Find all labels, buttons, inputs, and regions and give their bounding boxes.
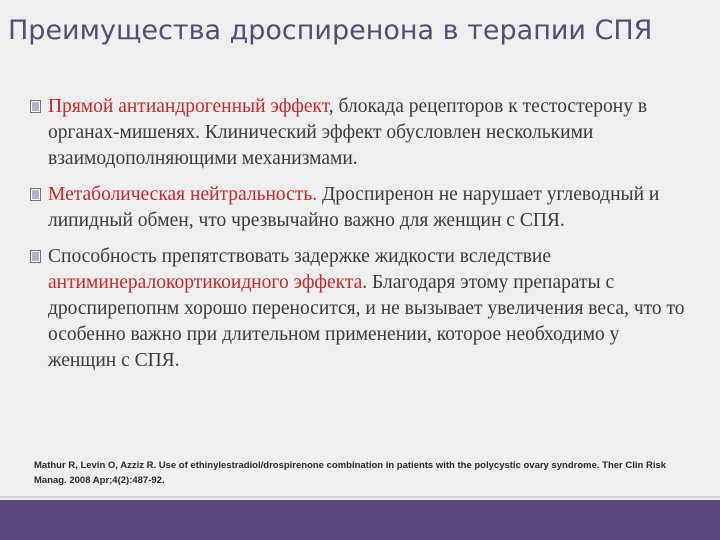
slide-title: Преимущества дроспиренона в терапии СПЯ	[8, 15, 653, 46]
bullet-item-metabolic	[30, 182, 690, 234]
bullet-text: , блокада рецепторов к тестостерону в органах-мишенях. Клинический эффект обусловлен несколькими взаимодополняющими механизмами.	[48, 96, 648, 169]
bullet-text: . Благодаря этому препараты с дроспирепопнм хорошо переносится, и не вызывает увеличения веса, что то особенно важно при длительном применении, которое необходимо у женщин с СПЯ.	[48, 272, 685, 371]
reference-citation: Mathur R, Levin O, Azziz R. Use of ethinylestradiol/drospirenone combination in patients with the polycystic ovary syndrome. Ther Clin Risk Manag. 2008 Apr;4(2):487-92.	[34, 460, 667, 486]
bullet-list	[30, 94, 690, 384]
bullet-highlight-text: антиминералокортикоидного эффекта	[48, 272, 363, 293]
page-bullet-icon	[30, 100, 41, 113]
page-bullet-icon	[30, 188, 41, 201]
bullet-text: Способность препятствовать задержке жидкости вследствие	[48, 246, 552, 267]
bullet-item-fluid-retention	[30, 244, 690, 374]
bullet-text: Дроспиренон не нарушает углеводный и липидный обмен, что чрезвычайно важно для женщин с СПЯ.	[48, 184, 660, 231]
footer-divider	[0, 496, 720, 498]
page-bullet-icon	[30, 250, 41, 263]
footer-bar	[0, 500, 720, 540]
bullet-highlight-text: Прямой антиандрогенный эффект	[48, 96, 329, 117]
bullet-item-antiandrogen	[30, 94, 690, 172]
bullet-highlight-text: Метаболическая нейтральность.	[48, 184, 318, 205]
